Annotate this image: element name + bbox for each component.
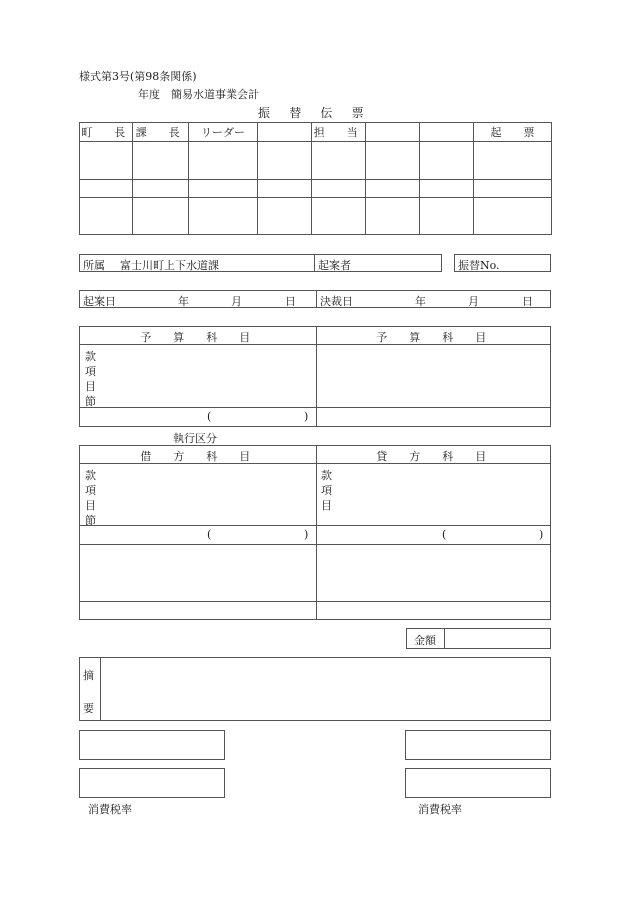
- seal-cell[interactable]: [366, 142, 420, 180]
- seal-cell[interactable]: [366, 198, 420, 235]
- fiscal-year-line: 年度 簡易水道事業会計: [138, 88, 259, 101]
- seal-cell[interactable]: [312, 142, 366, 180]
- drafter-label: 起案者: [318, 259, 351, 272]
- seal-cell[interactable]: [189, 198, 258, 235]
- debit-paren-open: (: [207, 528, 212, 541]
- form-number: 様式第3号(第98条関係): [79, 70, 197, 83]
- draft-date-label: 起案日: [83, 295, 116, 308]
- budget-paren-close: ): [304, 410, 309, 423]
- summary-label-2: 要: [83, 702, 94, 715]
- seal-cell[interactable]: [189, 142, 258, 180]
- seal-cell[interactable]: [133, 180, 189, 198]
- approval-header-in-charge: 担 当: [312, 123, 366, 142]
- credit-row-moku: 目: [321, 499, 332, 512]
- department-value: 富士川町上下水道課: [120, 259, 219, 272]
- approval-header-section-chief: 課 長: [133, 123, 189, 142]
- bottom-left-box-1[interactable]: [79, 730, 225, 760]
- debit-row-kan: 款: [85, 469, 96, 482]
- approval-header-mayor: 町 長: [80, 123, 133, 142]
- seal-cell[interactable]: [133, 142, 189, 180]
- seal-cell[interactable]: [258, 180, 312, 198]
- divider: [100, 658, 101, 720]
- seal-cell[interactable]: [258, 198, 312, 235]
- seal-cell[interactable]: [420, 198, 474, 235]
- decision-day: 日: [522, 295, 533, 308]
- seal-cell[interactable]: [189, 180, 258, 198]
- approval-header-blank-2: [366, 123, 420, 142]
- credit-row-kou: 項: [321, 484, 332, 497]
- bottom-left-box-2[interactable]: [79, 768, 225, 798]
- credit-paren-close: ): [539, 528, 544, 541]
- execution-label: 執行区分: [173, 432, 217, 445]
- divider: [316, 446, 317, 619]
- budget-section: [79, 326, 551, 427]
- draft-year: 年: [178, 295, 189, 308]
- seal-cell[interactable]: [80, 180, 133, 198]
- seal-cell[interactable]: [366, 180, 420, 198]
- seal-cell[interactable]: [474, 142, 552, 180]
- tax-rate-label-left: 消費税率: [88, 803, 132, 816]
- budget-header-left: 予 算 科 目: [140, 331, 256, 344]
- seal-cell[interactable]: [420, 180, 474, 198]
- approval-header-blank-1: [258, 123, 312, 142]
- credit-row-kan: 款: [321, 469, 332, 482]
- budget-row-moku: 目: [85, 380, 96, 393]
- form-title: 振 替 伝 票: [258, 106, 368, 120]
- divider: [80, 525, 550, 526]
- seal-cell[interactable]: [420, 142, 474, 180]
- debit-row-setsu: 節: [85, 514, 96, 527]
- debit-row-kou: 項: [85, 484, 96, 497]
- seal-cell[interactable]: [312, 180, 366, 198]
- seal-cell[interactable]: [312, 198, 366, 235]
- divider: [314, 255, 315, 271]
- approval-header-blank-3: [420, 123, 474, 142]
- summary-label-1: 摘: [83, 669, 94, 682]
- seal-cell[interactable]: [474, 180, 552, 198]
- department-box: [79, 254, 442, 272]
- summary-box[interactable]: [79, 657, 551, 721]
- transfer-no-box[interactable]: [454, 254, 551, 272]
- department-label: 所属: [83, 259, 105, 272]
- seal-cell[interactable]: [474, 198, 552, 235]
- decision-year: 年: [415, 295, 426, 308]
- approval-grid: [79, 122, 552, 235]
- amount-box[interactable]: [406, 628, 551, 649]
- draft-day: 日: [285, 295, 296, 308]
- debit-paren-close: ): [304, 528, 309, 541]
- seal-cell[interactable]: [80, 198, 133, 235]
- approval-header-drafter: 起 票: [474, 123, 552, 142]
- bottom-right-box-1[interactable]: [405, 730, 551, 760]
- amount-label: 金額: [414, 634, 436, 647]
- credit-header: 貸 方 科 目: [376, 450, 492, 463]
- debit-credit-section: [79, 445, 551, 620]
- decision-date-label: 決裁日: [320, 295, 353, 308]
- budget-row-kan: 款: [85, 350, 96, 363]
- seal-cell[interactable]: [80, 142, 133, 180]
- divider: [80, 601, 550, 602]
- divider: [444, 629, 445, 648]
- budget-row-kou: 項: [85, 365, 96, 378]
- bottom-right-box-2[interactable]: [405, 768, 551, 798]
- approval-header-leader: リーダー: [189, 123, 258, 142]
- budget-row-setsu: 節: [85, 395, 96, 408]
- seal-cell[interactable]: [133, 198, 189, 235]
- debit-row-moku: 目: [85, 499, 96, 512]
- divider: [316, 291, 317, 307]
- dates-box: [79, 290, 551, 308]
- draft-month: 月: [231, 295, 242, 308]
- seal-cell[interactable]: [258, 142, 312, 180]
- budget-paren-open: (: [207, 410, 212, 423]
- divider: [80, 407, 550, 408]
- credit-paren-open: (: [442, 528, 447, 541]
- divider: [80, 544, 550, 545]
- transfer-no-label: 振替No.: [458, 259, 500, 272]
- decision-month: 月: [468, 295, 479, 308]
- tax-rate-label-right: 消費税率: [418, 803, 462, 816]
- budget-header-right: 予 算 科 目: [376, 331, 492, 344]
- debit-header: 借 方 科 目: [140, 450, 256, 463]
